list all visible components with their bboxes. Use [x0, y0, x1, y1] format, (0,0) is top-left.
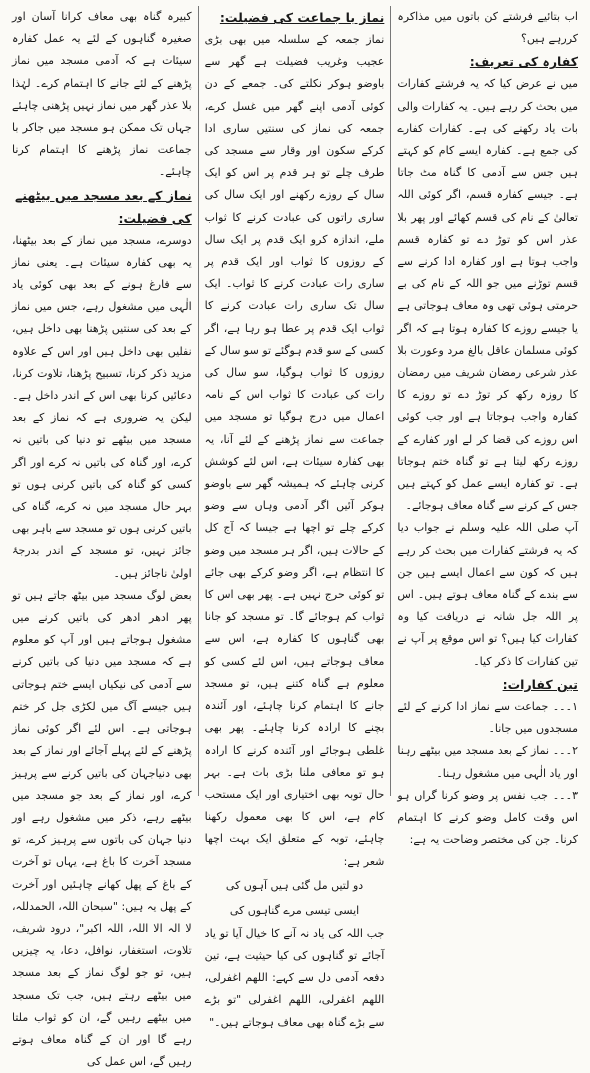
list-item: ١۔۔۔ جماعت سے نماز ادا کرنے کے لئے مسجدوں میں جانا۔	[397, 699, 578, 736]
paragraph: دوسرے، مسجد میں نماز کے بعد بیٹھنا، یہ بھی کفارہ سیئات ہے۔ یعنی نماز سے فارغ ہونے کے بعد بھی کوئی یاد الٰہی میں مشغول رہے، جس میں نماز کے بعد کی سنتیں پڑھنا بھی داخل ہیں، نفلیں بھی داخل ہیں اور اس کے علاوہ مزید ذکر کرنا، تسبیح پڑھنا، تلاوت کرنا، دعائیں کرنا بھی اس کے اندر داخل ہے۔ لیکن یہ ضروری ہے کہ نماز کے بعد مسجد میں بیٹھے تو دنیا کی باتیں نہ کرے، اور گناہ کی باتیں نہ کرے اور اگر کسی کو گناہ کی باتیں کرنی ہوں تو بہر حال مسجد میں نہ کرے، گناہ کی باتیں کرنی ہوں تو مسجد سے باہر بھی جائز نہیں، تو مسجد کے اندر بدرجۂ اولیٰ ناجائز ہیں۔	[12, 233, 192, 580]
paragraph: آپ صلی اللہ علیہ وسلم نے جواب دیا کہ یہ فرشتے کفارات میں بحث کر رہے ہیں کہ کون سے اعمال ایسے ہیں جن سے بندے کے گناہ معاف ہوتے ہیں۔ اس پر اللہ جل شانہ نے دریافت کیا وہ کفارات کیا ہیں؟ تو اس موقع پر آپ نے تین کفارات کا ذکر کیا۔	[397, 521, 578, 668]
paragraph: اب بتائیے فرشتے کن باتوں میں مذاکرہ کررہے ہیں؟	[397, 10, 578, 46]
paragraph: جب اللہ کی یاد نہ آنے کا خیال آیا تو یاد آجائے تو گناہوں کی کیا حیثیت ہے، تین دفعہ آدمی دل سے کہے: اللھم اغفرلی، اللھم اغفرلی، اللھم اغفرلی "تو بڑے سے بڑے گناہ بھی معاف ہوجاتے ہیں۔"	[204, 926, 385, 1029]
column-right	[391, 6, 584, 847]
paragraph: بعض لوگ مسجد میں بیٹھ جاتے ہیں تو پھر ادھر ادھر کی باتیں کرنے میں مشغول ہوجاتے ہیں اور آپ کو معلوم ہے کہ مسجد میں دنیا کی باتیں کرنے سے آدمی کی نیکیاں ایسے ختم ہوجاتی ہیں جیسے آگ میں لکڑی جل کر ختم ہوجاتی ہے۔ اس لئے اگر کوئی نماز پڑھنے کے لئے پہلے آجائے اور نماز کے بعد بھی دنیاجہان کی باتیں کرنے سے پرہیز کرے، اور نماز کے بعد جو مسجد میں بیٹھے رہے، ذکر میں مشغول رہے اور دنیا جہان کی باتوں سے پرہیز کرے، تو مسجد آخرت کا باغ ہے، یہاں تو آخرت کے باغ کے پھل کھانے چاہئیں اور آخرت کے پھل یہ ہیں: "سبحان اللہ، الحمدللہ، لا الہ الا اللہ، اللہ اکبر"، درود شریف، تلاوت، استغفار، نوافل، دعا، یہ چیزیں ہیں، تو جو لوگ نماز کے بعد مسجد میں بیٹھے رہتے ہیں، جب تک مسجد میں بیٹھے رہیں گے، ان کو ثواب ملتا رہے گا اور ان کے گناہ معاف ہوتے رہیں گے، اس عمل کی	[12, 588, 192, 1069]
section-heading: تین کفارات:	[502, 676, 578, 692]
section-heading: کفارہ کی تعریف:	[469, 54, 578, 70]
poem-verse: دو لتیں مل گئی ہیں آہوں کی	[225, 878, 364, 892]
poem-verse: ایسی تیسی مرے گناہوں کی	[229, 903, 360, 917]
column-middle	[199, 6, 392, 1029]
paragraph: میں نے عرض کیا کہ یہ فرشتے کفارات میں بحث کر رہے ہیں۔ یہ کفارات والی بات یاد رکھنے کی ہے۔ کفارات کفارے کی جمع ہے۔ کفارہ ایسے کام کو کہتے ہیں جس سے آدمی کا گناہ مٹ جاتا ہے۔ جیسے کفارہ قسم، اگر کوئی اللہ تعالیٰ کے نام کی قسم کھائے اور پھر بلا عذر اس کو توڑ دے تو کفارہ قسم واجب ہوتا ہے اور کفارہ ادا کرنے سے قسم توڑنے میں جو اللہ کے نام کی بے حرمتی ہوئی تھی وہ معاف ہوجاتی ہے یا جیسے روزے کا کفارہ ہوتا ہے کہ اگر کوئی مسلمان عاقل بالغ مرد وعورت بلا عذر شرعی رمضان شریف میں رمضان کا روزہ رکھ کر توڑ دے تو روزے کا کفارہ واجب ہوجاتا ہے اور جب کوئی اس روزے کی قضا کر لے اور کفارے کے روزے رکھ لیتا ہے تو گناہ ختم ہوجاتا ہے۔ تو کفارہ ایسے عمل کو کہتے ہیں جس کے کرنے سے گناہ معاف ہوجائے۔	[397, 77, 578, 513]
section-heading: نماز کے بعد مسجد میں بیٹھنے کی فضیلت:	[15, 187, 192, 226]
list-item: ٢۔۔۔ نماز کے بعد مسجد میں بیٹھے رہنا اور یاد الٰہی میں مشغول رہنا۔	[397, 744, 578, 780]
paragraph: کبیرہ گناہ بھی معاف کرانا آسان اور صغیرہ گناہوں کے لئے یہ عمل کفارہ سیئات ہے کہ آدمی مسجد میں نماز پڑھنے کے لئے جانے کا اہتمام کرے۔ لہٰذا بلا عذر گھر میں نماز نہیں پڑھنی چاہئے جہاں تک ممکن ہو مسجد میں جاکر با جماعت نماز پڑھنے کا اہتمام کرنا چاہئے۔	[12, 10, 192, 179]
paragraph: نماز جمعہ کے سلسلہ میں بھی بڑی عجیب وغریب فضیلت ہے گھر سے باوضو ہوکر نکلتے کی۔ جمعے کے دن کوئی آدمی اپنے گھر میں غسل کرے، جمعہ کی نماز کی سنتیں ساری ادا کرکے سکون اور وقار سے مسجد کی طرف چلے تو ہر قدم پر اس کو ایک سال کے روزے رکھنے اور ایک سال کی ساری راتوں کی عبادت کرنے کا ثواب ملے، اندازہ کرو ایک قدم پر ایک سال کے روزوں کا ثواب اور ایک قدم پر ساری رات عبادت کرنے کا ثواب۔ ایک سال تک ساری رات عبادت کرنے کا ثواب ایک قدم پر عطا ہو رہا ہے، اگر کسی کے سو قدم ہوگئے تو سو سال کے روزوں کا ثواب ہوگیا، سو سال کی رات کی عبادت کا ثواب اس کے نامہ اعمال میں درج ہوگیا تو مسجد میں جماعت سے نماز پڑھنے کے لئے آنا، یہ بھی کفارہ سیئات ہے، اس لئے کوشش کرنی چاہئے کہ ہمیشہ گھر سے باوضو ہوکر آئیں اگر آدمی وہاں سے وضو کرکے چلے تو اچھا ہے جیسا کہ آج کل کے حالات ہیں، اگر ہر مسجد میں وضو کا انتظام ہے، اگر وضو کرکے بھی جائے تو کوئی حرج نہیں ہے۔ پھر بھی اس کا ثواب کم ہوجائے گا۔ تو مسجد کو جانا بھی گناہوں کا کفارہ ہے، اس سے معاف ہوجاتے ہیں، اس لئے کسی کو معلوم ہے گناہ کتنے ہیں، تو مسجد جانے کا اہتمام کرنا چاہئے، اور آئندہ بچنے کا ارادہ کرنا چاہئے۔ پھر بھی غلطی ہوجائے اور آئندہ کرنے کا ارادہ ہو تو معافی ملنا بڑی بات ہے۔ بہر حال توبہ بھی اختیاری اور ایک مستحب کام ہے، اس کا بھی معمول رکھنا چاہئے، توبہ کے متعلق ایک بہت اچھا شعر ہے:	[204, 33, 385, 868]
list-item: ٣۔۔۔ جب نفس پر وضو کرنا گراں ہو اس وقت کامل وضو کرنے کا اہتمام کرنا۔ جن کی مختصر وضاحت یہ ہے:	[397, 788, 578, 847]
section-heading: نماز با جماعت کی فضیلت:	[219, 10, 385, 25]
column-left	[6, 6, 199, 1069]
